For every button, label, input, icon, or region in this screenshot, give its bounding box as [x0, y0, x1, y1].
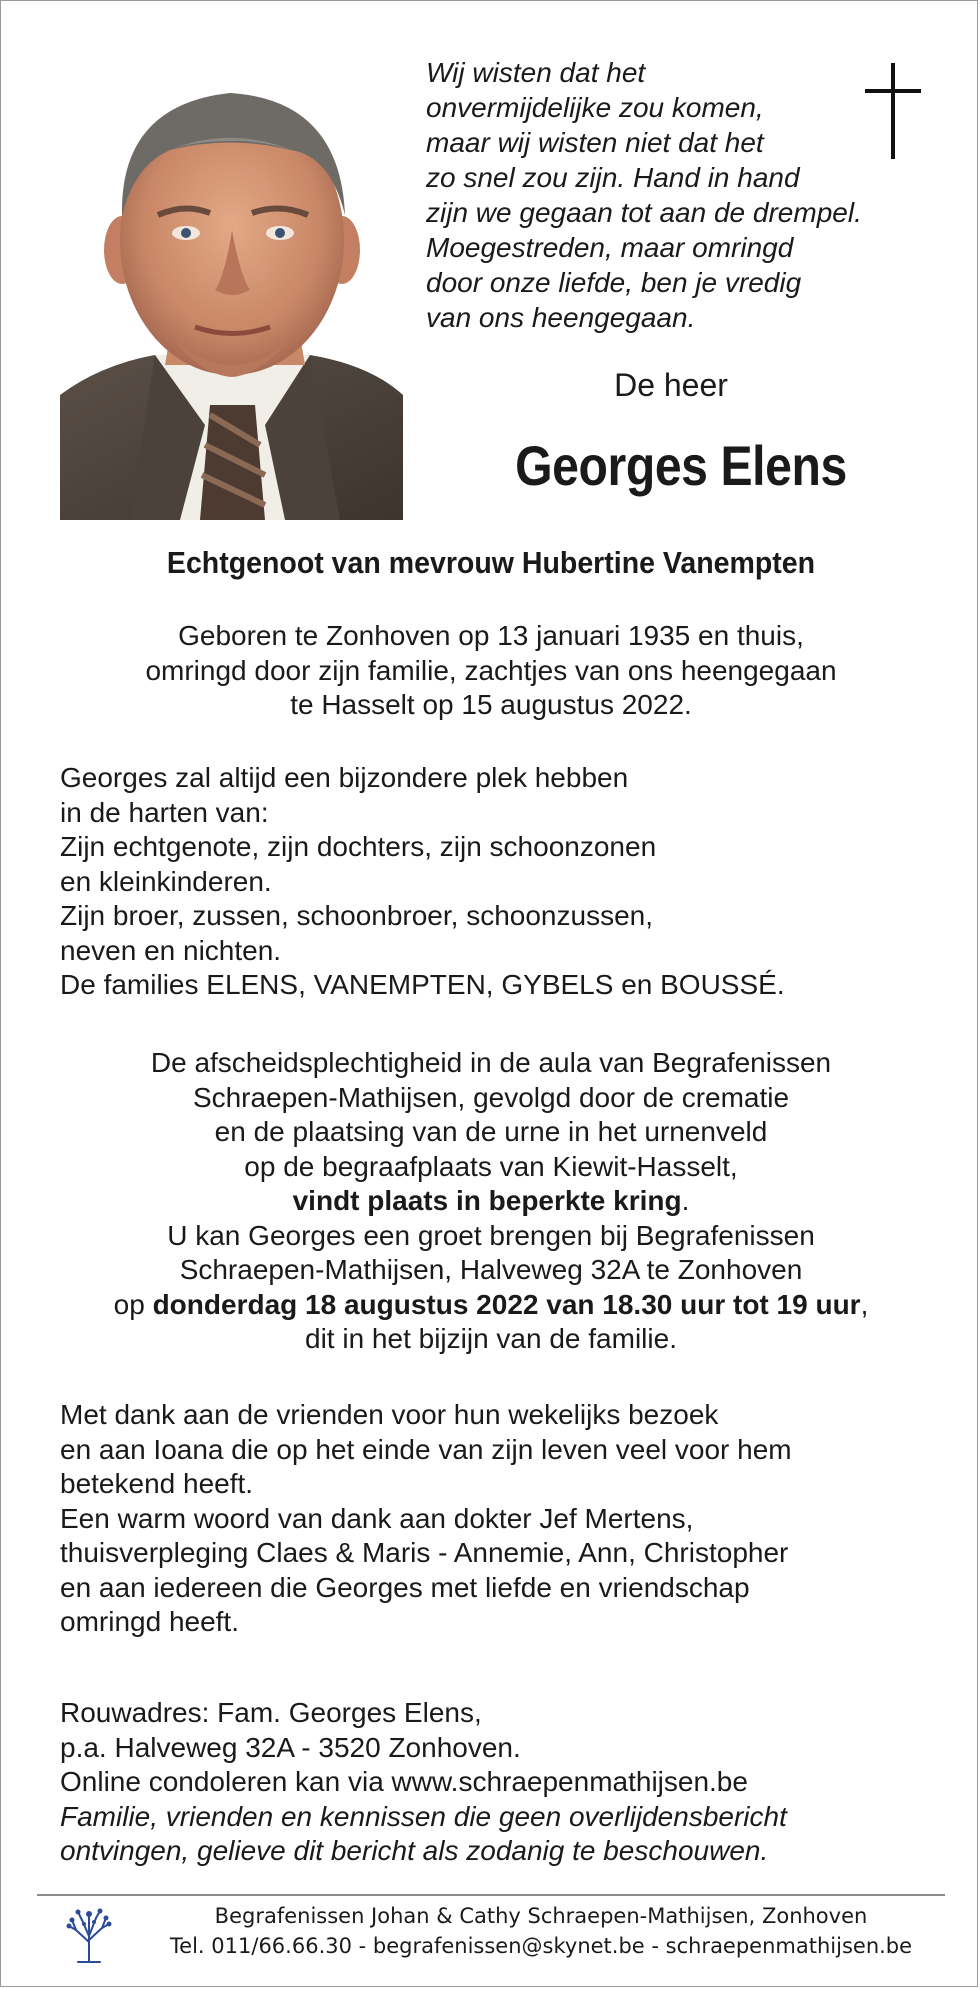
online-condolence-line: Online condoleren kan via www.schraepenmathijsen.be [60, 1766, 748, 1797]
family-line: neven en nichten. [60, 934, 282, 966]
family-line: Zijn broer, zussen, schoonbroer, schoonzussen, [60, 900, 654, 931]
funeral-home-contact: Tel. 011/66.66.30 - begrafenissen@skynet.be - schraepenmathijsen.be [169, 1934, 913, 1958]
poem [426, 55, 906, 335]
thanks-text [60, 1398, 960, 1640]
poem-line: Wij wisten dat het [426, 57, 646, 88]
ceremony-line-private [1, 1184, 980, 1219]
portrait-photo [60, 65, 403, 520]
family-line: De families ELENS, VANEMPTEN, GYBELS en BOUSSÉ. [60, 969, 785, 1000]
tree-icon [64, 1906, 114, 1964]
poem-line: door onze liefde, ben je vredig [426, 267, 802, 298]
birth-notice [1, 619, 980, 723]
notice-disclaimer: Familie, vrienden en kennissen die geen overlijdensbericht [60, 1800, 787, 1832]
poem-line: zo snel zou zijn. Hand in hand [426, 162, 800, 193]
private-ceremony-note: vindt plaats in beperkte kring [292, 1185, 682, 1216]
birth-line: te Hasselt op 15 augustus 2022. [290, 689, 692, 720]
ceremony-line-visit [1, 1288, 980, 1323]
funeral-home-name: Begrafenissen Johan & Cathy Schraepen-Mathijsen, Zonhoven [214, 1904, 868, 1928]
visit-datetime: donderdag 18 augustus 2022 van 18.30 uur tot 19 uur [152, 1288, 861, 1320]
ceremony-line: U kan Georges een groet brengen bij Begrafenissen [167, 1219, 815, 1251]
ceremony-line: en de plaatsing van de urne in het urnenveld [214, 1116, 768, 1147]
ceremony-line: De afscheidsplechtigheid in de aula van Begrafenissen [150, 1047, 832, 1078]
punctuation: . [681, 1185, 690, 1216]
poem-line: maar wij wisten niet dat het [426, 127, 764, 158]
thanks-line: en aan iedereen die Georges met liefde en vriendschap [60, 1571, 750, 1603]
family-list [60, 761, 960, 1003]
deceased-name: Georges Elens [515, 434, 847, 497]
family-line: Georges zal altijd een bijzondere plek hebben [60, 762, 629, 793]
footer-divider [37, 1894, 945, 1896]
ceremony-line: Schraepen-Mathijsen, Halveweg 32A te Zonhoven [179, 1254, 803, 1285]
poem-line: zijn we gegaan tot aan de drempel. [426, 197, 862, 228]
visit-prefix: op [113, 1288, 153, 1320]
poem-line: Moegestreden, maar omringd [426, 232, 794, 263]
thanks-line: betekend heeft. [60, 1468, 254, 1499]
poem-line: van ons heengegaan. [426, 302, 696, 333]
family-line: in de harten van: [60, 796, 269, 828]
ceremony-line: op de begraafplaats van Kiewit-Hasselt, [244, 1150, 738, 1182]
family-line: Zijn echtgenote, zijn dochters, zijn schoonzonen [60, 831, 657, 862]
family-line: en kleinkinderen. [60, 865, 272, 897]
thanks-line: Met dank aan de vrienden voor hun wekelijks bezoek [60, 1399, 719, 1430]
ceremony-details [1, 1046, 980, 1357]
honorific: De heer [614, 367, 728, 403]
funeral-home-footer [121, 1901, 961, 1961]
address-line: Rouwadres: Fam. Georges Elens, [60, 1697, 482, 1728]
punctuation: , [860, 1288, 869, 1320]
spouse-line: Echtgenoot van mevrouw Hubertine Vanempten [166, 545, 816, 580]
thanks-line: thuisverpleging Claes & Maris - Annemie, Ann, Christopher [60, 1537, 789, 1568]
thanks-line: Een warm woord van dank aan dokter Jef Mertens, [60, 1502, 694, 1534]
birth-line: Geboren te Zonhoven op 13 januari 1935 en thuis, [178, 620, 804, 651]
condolence-address [60, 1696, 960, 1869]
thanks-line: en aan Ioana die op het einde van zijn leven veel voor hem [60, 1433, 792, 1465]
address-line: p.a. Halveweg 32A - 3520 Zonhoven. [60, 1731, 521, 1763]
ceremony-line: Schraepen-Mathijsen, gevolgd door de crematie [192, 1081, 790, 1113]
ceremony-line: dit in het bijzijn van de familie. [305, 1323, 677, 1354]
poem-line: onvermijdelijke zou komen, [426, 92, 764, 123]
thanks-line: omringd heeft. [60, 1606, 239, 1637]
birth-line: omringd door zijn familie, zachtjes van ons heengegaan [145, 654, 837, 686]
notice-disclaimer: ontvingen, gelieve dit bericht als zodanig te beschouwen. [60, 1835, 769, 1866]
cross-icon [865, 63, 921, 159]
